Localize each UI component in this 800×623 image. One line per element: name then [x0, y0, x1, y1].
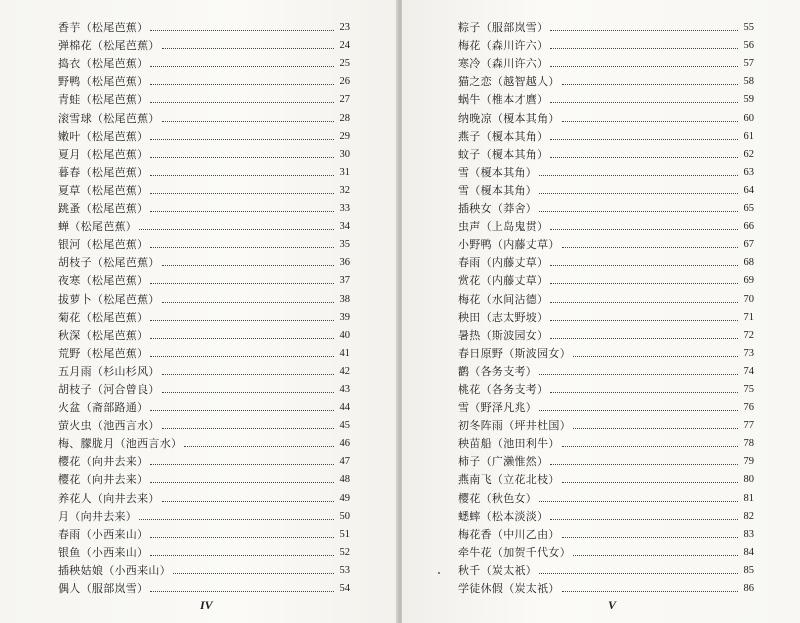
toc-entry — [58, 233, 350, 251]
toc-entry — [458, 125, 754, 143]
toc-entry — [58, 396, 350, 414]
toc-entry — [458, 143, 754, 161]
toc-entry — [458, 233, 754, 251]
toc-entry — [458, 486, 754, 504]
dot-leader — [150, 139, 334, 140]
toc-entry-page-number: 51 — [339, 528, 350, 540]
toc-entry-page-number: 40 — [339, 329, 350, 341]
toc-entry — [58, 559, 350, 577]
toc-entry — [458, 541, 754, 559]
toc-entry-title: 小野鸭（内藤丈草） — [458, 238, 560, 252]
toc-entry — [58, 414, 350, 432]
toc-entry-title: 拔萝卜（松尾芭蕉） — [58, 292, 160, 306]
toc-entry-page-number: 56 — [743, 40, 754, 52]
dot-leader — [539, 374, 738, 375]
dot-leader — [562, 84, 738, 85]
dot-leader — [539, 573, 738, 574]
toc-entry — [58, 161, 350, 179]
toc-entry — [458, 396, 754, 414]
toc-entry — [58, 215, 350, 233]
toc-entry-title: 雪（野泽凡兆） — [458, 401, 538, 415]
dot-leader — [539, 501, 738, 502]
toc-entry-page-number: 72 — [743, 329, 754, 341]
toc-entry-title: 五月雨（杉山杉风） — [58, 364, 160, 378]
toc-entry — [58, 541, 350, 559]
toc-entry — [58, 468, 350, 486]
toc-entry-page-number: 32 — [339, 184, 350, 196]
toc-entry-page-number: 58 — [743, 76, 754, 88]
toc-entry — [458, 324, 754, 342]
toc-entry-title: 秧田（志太野坡） — [458, 310, 549, 324]
toc-entry-title: 捣衣（松尾芭蕉） — [58, 57, 149, 71]
left-page-folio: IV — [200, 598, 213, 612]
toc-entry-title: 暑热（斯波园女） — [458, 328, 549, 342]
toc-entry-title: 银鱼（小西来山） — [58, 545, 149, 559]
dot-leader — [150, 283, 334, 284]
toc-entry — [458, 559, 754, 577]
toc-entry — [458, 505, 754, 523]
toc-entry-title: 春日原野（斯波园女） — [458, 346, 571, 360]
toc-entry — [58, 324, 350, 342]
dot-leader — [550, 265, 738, 266]
toc-entry-page-number: 35 — [339, 239, 350, 251]
toc-entry-page-number: 47 — [339, 456, 350, 468]
toc-entry-title: 胡枝子（河合曾良） — [58, 382, 160, 396]
toc-entry — [58, 486, 350, 504]
toc-entry-title: 月（向井去来） — [58, 509, 138, 523]
toc-entry-title: 荒野（松尾芭蕉） — [58, 346, 149, 360]
dot-leader — [162, 374, 334, 375]
dot-leader — [150, 356, 334, 357]
toc-entry-title: 插秧姑娘（小西来山） — [58, 563, 171, 577]
dot-leader — [150, 338, 334, 339]
toc-entry-title: 插秧女（莽舍） — [458, 202, 538, 216]
toc-entry — [58, 143, 350, 161]
dot-leader — [139, 519, 334, 520]
toc-entry — [458, 306, 754, 324]
toc-entry-page-number: 33 — [339, 203, 350, 215]
toc-entry-title: 柿子（广濑惟然） — [458, 455, 549, 469]
toc-entry — [58, 106, 350, 124]
dot-leader — [539, 211, 738, 212]
toc-entry-title: 猫之恋（越智越人） — [458, 75, 560, 89]
toc-entry-title: 樱花（向井去来） — [58, 455, 149, 469]
toc-entry-title: 偶人（服部岚雪） — [58, 582, 149, 595]
toc-entry-title: 蜗牛（椎本才麿） — [458, 93, 549, 107]
toc-entry-title: 菊花（松尾芭蕉） — [58, 310, 149, 324]
toc-entry-page-number: 82 — [743, 510, 754, 522]
toc-entry — [58, 70, 350, 88]
toc-entry-page-number: 74 — [743, 365, 754, 377]
toc-entry-page-number: 24 — [339, 40, 350, 52]
dot-leader — [162, 121, 334, 122]
toc-entry-title: 暮春（松尾芭蕉） — [58, 165, 149, 179]
dot-leader — [162, 265, 334, 266]
toc-entry-title: 雪（榎本其角） — [458, 183, 538, 197]
dot-leader — [162, 428, 334, 429]
toc-entry-page-number: 45 — [339, 420, 350, 432]
toc-entry — [458, 378, 754, 396]
toc-entry — [58, 360, 350, 378]
dot-leader — [573, 356, 738, 357]
dot-leader — [150, 157, 334, 158]
toc-entry-page-number: 55 — [743, 22, 754, 34]
dot-leader — [150, 464, 334, 465]
toc-entry — [58, 450, 350, 468]
toc-entry-title: 银河（松尾芭蕉） — [58, 238, 149, 252]
toc-entry-title: 夏月（松尾芭蕉） — [58, 147, 149, 161]
toc-entry-page-number: 79 — [743, 456, 754, 468]
dot-leader — [162, 48, 334, 49]
toc-entry — [58, 88, 350, 106]
dot-leader — [550, 66, 738, 67]
toc-entry-title: 樱花（秋色女） — [458, 491, 538, 505]
dot-leader — [184, 446, 334, 447]
toc-entry-title: 蚊子（榎本其角） — [458, 147, 549, 161]
dot-leader — [550, 464, 738, 465]
dot-leader — [150, 591, 334, 592]
dot-leader — [562, 446, 738, 447]
toc-entry-page-number: 25 — [339, 58, 350, 70]
toc-entry-title: 胡枝子（松尾芭蕉） — [58, 256, 160, 270]
toc-entry-title: 樱花（向井去来） — [58, 473, 149, 487]
toc-entry-title: 梅花（水间沾德） — [458, 292, 549, 306]
toc-entry-page-number: 41 — [339, 347, 350, 359]
toc-entry — [458, 523, 754, 541]
ink-speck — [438, 572, 440, 574]
toc-entry-title: 虫声（上岛鬼贯） — [458, 220, 549, 234]
toc-entry-page-number: 71 — [743, 311, 754, 323]
toc-entry-title: 粽子（服部岚雪） — [458, 21, 549, 35]
toc-entry-title: 嫩叶（松尾芭蕉） — [58, 129, 149, 143]
toc-entry — [458, 360, 754, 378]
toc-entry-page-number: 66 — [743, 221, 754, 233]
toc-entry — [58, 432, 350, 450]
dot-leader — [573, 428, 738, 429]
toc-entry — [58, 16, 350, 34]
toc-entry-title: 秋千（炭太祇） — [458, 563, 538, 577]
dot-leader — [173, 573, 334, 574]
toc-entry-page-number: 44 — [339, 402, 350, 414]
toc-entry-page-number: 28 — [339, 112, 350, 124]
toc-entry-page-number: 26 — [339, 76, 350, 88]
toc-entry-title: 秧苗船（池田利牛） — [458, 437, 560, 451]
toc-entry — [58, 342, 350, 360]
toc-entry — [458, 70, 754, 88]
toc-entry — [458, 251, 754, 269]
dot-leader — [550, 338, 738, 339]
toc-entry-title: 燕南飞（立花北枝） — [458, 473, 560, 487]
toc-entry — [58, 505, 350, 523]
toc-entry-page-number: 65 — [743, 203, 754, 215]
toc-entry — [458, 450, 754, 468]
toc-entry-page-number: 38 — [339, 293, 350, 305]
toc-entry-page-number: 27 — [339, 94, 350, 106]
dot-leader — [150, 555, 334, 556]
toc-entry — [58, 523, 350, 541]
toc-entry-page-number: 63 — [743, 166, 754, 178]
toc-entry-page-number: 81 — [743, 492, 754, 504]
toc-entry — [58, 197, 350, 215]
toc-entry-page-number: 80 — [743, 474, 754, 486]
dot-leader — [150, 211, 334, 212]
toc-entry-title: 秋深（松尾芭蕉） — [58, 328, 149, 342]
dot-leader — [550, 320, 738, 321]
dot-leader — [539, 410, 738, 411]
toc-entry — [58, 378, 350, 396]
toc-entry-page-number: 68 — [743, 257, 754, 269]
toc-entry-title: 牵牛花（加贺千代女） — [458, 545, 571, 559]
dot-leader — [550, 139, 738, 140]
toc-entry-title: 纳晚凉（榎本其角） — [458, 111, 560, 125]
toc-entry-title: 寒冷（森川许六） — [458, 57, 549, 71]
toc-entry — [458, 287, 754, 305]
dot-leader — [550, 392, 738, 393]
toc-entry-title: 桃花（各务支考） — [458, 382, 549, 396]
dot-leader — [550, 157, 738, 158]
toc-entry-title: 夜寒（松尾芭蕉） — [58, 274, 149, 288]
toc-entry-title: 春雨（内藤丈草） — [458, 256, 549, 270]
toc-entry — [458, 414, 754, 432]
dot-leader — [562, 591, 738, 592]
toc-entry — [58, 34, 350, 52]
toc-entry — [458, 468, 754, 486]
toc-entry-title: 赏花（内藤丈草） — [458, 274, 549, 288]
toc-entry — [458, 52, 754, 70]
dot-leader — [150, 482, 334, 483]
toc-entry — [58, 251, 350, 269]
toc-entry-page-number: 48 — [339, 474, 350, 486]
dot-leader — [562, 482, 738, 483]
toc-entry-page-number: 39 — [339, 311, 350, 323]
toc-entry-title: 青蛙（松尾芭蕉） — [58, 93, 149, 107]
dot-leader — [150, 537, 334, 538]
dot-leader — [150, 410, 334, 411]
toc-entry-title: 春雨（小西来山） — [58, 527, 149, 541]
toc-entry-page-number: 54 — [339, 583, 350, 594]
toc-entry — [58, 287, 350, 305]
dot-leader — [162, 392, 334, 393]
toc-entry — [58, 577, 350, 595]
left-page — [0, 0, 398, 623]
dot-leader — [539, 175, 738, 176]
toc-entry — [458, 215, 754, 233]
dot-leader — [150, 247, 334, 248]
dot-leader — [139, 229, 334, 230]
toc-entry — [58, 52, 350, 70]
toc-entry — [58, 179, 350, 197]
dot-leader — [562, 247, 738, 248]
toc-entry-title: 蟋蟀（松本淡淡） — [458, 509, 549, 523]
toc-entry — [458, 88, 754, 106]
toc-entry — [458, 179, 754, 197]
toc-entry-title: 燕子（榎本其角） — [458, 129, 549, 143]
dot-leader — [550, 519, 738, 520]
toc-entry — [58, 306, 350, 324]
toc-entry — [458, 34, 754, 52]
toc-entry-title: 鹳（各务支考） — [458, 364, 538, 378]
toc-entry — [458, 269, 754, 287]
toc-entry-page-number: 60 — [743, 112, 754, 124]
dot-leader — [562, 537, 738, 538]
dot-leader — [162, 302, 334, 303]
toc-entry-page-number: 64 — [743, 184, 754, 196]
right-page — [402, 0, 800, 623]
toc-entry-title: 学徒休假（炭太祇） — [458, 582, 560, 595]
toc-entry — [458, 577, 754, 595]
toc-entry-title: 跳蚤（松尾芭蕉） — [58, 202, 149, 216]
toc-entry-page-number: 78 — [743, 438, 754, 450]
toc-entry-page-number: 42 — [339, 365, 350, 377]
toc-entry-page-number: 69 — [743, 275, 754, 287]
toc-entry-title: 梅花香（中川乙由） — [458, 527, 560, 541]
toc-entry-page-number: 85 — [743, 564, 754, 576]
toc-entry-page-number: 75 — [743, 383, 754, 395]
toc-entry-page-number: 52 — [339, 546, 350, 558]
toc-entry-page-number: 34 — [339, 221, 350, 233]
toc-entry-page-number: 62 — [743, 148, 754, 160]
toc-entry — [458, 161, 754, 179]
dot-leader — [150, 84, 334, 85]
toc-entry-title: 梅花（森川许六） — [458, 39, 549, 53]
dot-leader — [550, 102, 738, 103]
toc-entry-page-number: 77 — [743, 420, 754, 432]
toc-entry-title: 梅、朦胧月（池西言水） — [58, 437, 183, 451]
dot-leader — [550, 48, 738, 49]
toc-entry-title: 夏草（松尾芭蕉） — [58, 183, 149, 197]
left-toc-list — [58, 16, 350, 595]
toc-entry-page-number: 53 — [339, 564, 350, 576]
toc-entry — [458, 342, 754, 360]
toc-entry-title: 萤火虫（池西言水） — [58, 419, 160, 433]
toc-entry — [458, 106, 754, 124]
dot-leader — [562, 121, 738, 122]
dot-leader — [550, 229, 738, 230]
toc-entry — [58, 269, 350, 287]
dot-leader — [150, 102, 334, 103]
dot-leader — [550, 283, 738, 284]
toc-entry-page-number: 31 — [339, 166, 350, 178]
toc-entry-title: 雪（榎本其角） — [458, 165, 538, 179]
toc-entry-page-number: 23 — [339, 22, 350, 34]
dot-leader — [150, 193, 334, 194]
toc-entry-page-number: 84 — [743, 546, 754, 558]
toc-entry — [458, 197, 754, 215]
dot-leader — [550, 30, 738, 31]
toc-entry-page-number: 36 — [339, 257, 350, 269]
toc-entry-title: 蝉（松尾芭蕉） — [58, 220, 138, 234]
toc-entry-title: 养花人（向井去来） — [58, 491, 160, 505]
toc-entry — [458, 432, 754, 450]
dot-leader — [150, 175, 334, 176]
toc-entry-page-number: 61 — [743, 130, 754, 142]
right-page-folio: V — [608, 598, 617, 612]
dot-leader — [150, 320, 334, 321]
toc-entry — [458, 16, 754, 34]
toc-entry-page-number: 76 — [743, 402, 754, 414]
toc-entry-title: 香芋（松尾芭蕉） — [58, 21, 149, 35]
toc-entry-page-number: 50 — [339, 510, 350, 522]
toc-entry-title: 火盆（斋部路通） — [58, 401, 149, 415]
toc-entry-page-number: 70 — [743, 293, 754, 305]
toc-entry-page-number: 83 — [743, 528, 754, 540]
toc-entry-page-number: 59 — [743, 94, 754, 106]
toc-entry-page-number: 49 — [339, 492, 350, 504]
toc-entry-page-number: 57 — [743, 58, 754, 70]
toc-entry-title: 初冬阵雨（坪井杜国） — [458, 419, 571, 433]
toc-entry-title: 滚雪球（松尾芭蕉） — [58, 111, 160, 125]
toc-entry-page-number: 73 — [743, 347, 754, 359]
dot-leader — [539, 193, 738, 194]
dot-leader — [550, 302, 738, 303]
dot-leader — [573, 555, 738, 556]
toc-entry-page-number: 46 — [339, 438, 350, 450]
toc-entry-title: 弹棉花（松尾芭蕉） — [58, 39, 160, 53]
toc-entry-page-number: 67 — [743, 239, 754, 251]
dot-leader — [150, 66, 334, 67]
toc-entry-title: 野鸭（松尾芭蕉） — [58, 75, 149, 89]
toc-entry-page-number: 30 — [339, 148, 350, 160]
dot-leader — [150, 30, 334, 31]
toc-entry-page-number: 29 — [339, 130, 350, 142]
toc-entry-page-number: 37 — [339, 275, 350, 287]
toc-entry-page-number: 43 — [339, 383, 350, 395]
right-toc-list — [458, 16, 754, 595]
dot-leader — [162, 501, 334, 502]
toc-entry-page-number: 86 — [743, 583, 754, 594]
toc-entry — [58, 125, 350, 143]
